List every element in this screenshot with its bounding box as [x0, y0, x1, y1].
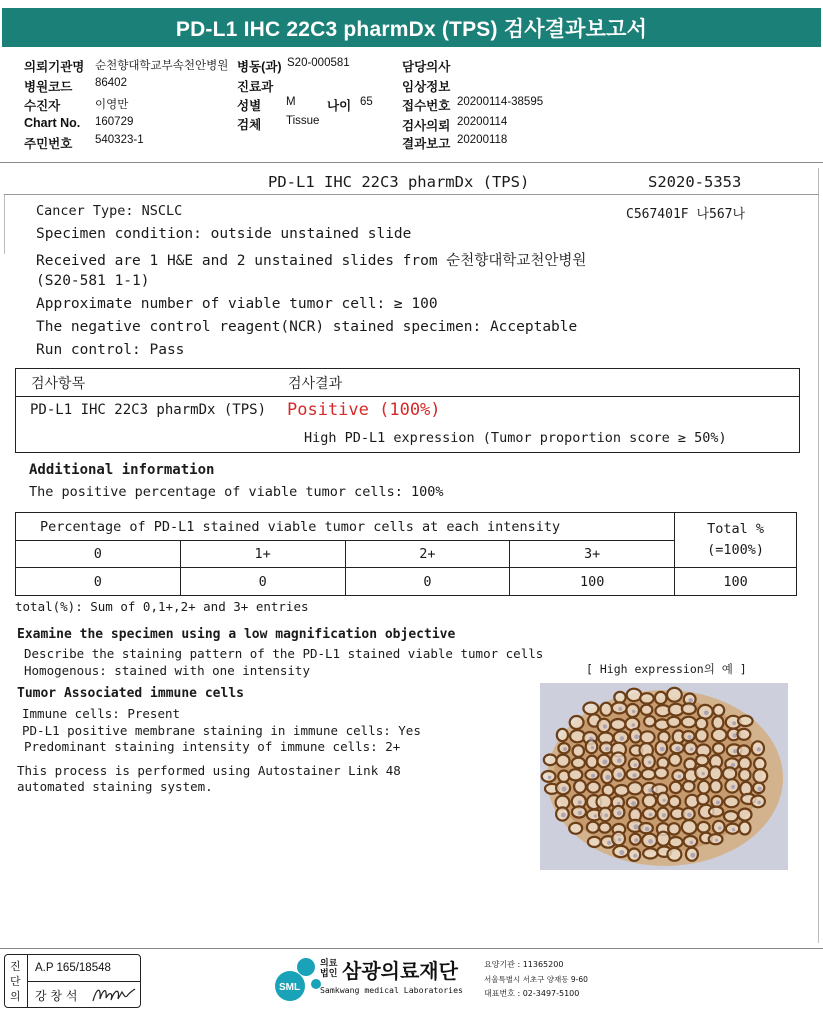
cell-nucleus: [634, 734, 639, 739]
header-divider: [0, 162, 823, 163]
patient-value: 이영만: [95, 99, 129, 111]
cell-nucleus: [617, 802, 620, 805]
org-address: 서울특별시 서초구 양재동 9-60: [484, 975, 588, 984]
viable-tumor-count: Approximate number of viable tumor cell: ≥ 100: [36, 296, 438, 312]
stained-cell: [599, 823, 611, 833]
org-prefix: [320, 959, 340, 979]
footer-divider: [0, 948, 823, 949]
report-date-label: 결과보고: [402, 137, 451, 151]
accession-value: 20200114-38595: [457, 96, 544, 108]
stained-cell: [713, 705, 724, 716]
slide-reference: (S20-581 1-1): [36, 273, 150, 289]
intensity-value-0: 0: [16, 568, 181, 596]
total-header: [675, 513, 797, 568]
cell-nucleus: [607, 841, 611, 845]
cell-nucleus: [716, 801, 720, 805]
hospital-code-value: 86402: [95, 77, 127, 89]
total-header-line1: Total %: [707, 521, 764, 538]
cell-nucleus: [604, 814, 608, 818]
cell-nucleus: [731, 785, 735, 789]
ap-number: A.P 165/18548: [35, 962, 111, 974]
stained-cell: [737, 729, 750, 740]
cell-nucleus: [619, 850, 624, 855]
cell-nucleus: [591, 774, 595, 778]
cell-nucleus: [617, 773, 622, 778]
signature-icon: [91, 983, 137, 1005]
cell-nucleus: [757, 747, 761, 751]
dept-value: S20-000581: [287, 57, 350, 69]
cell-nucleus: [688, 698, 693, 703]
dept2-label: 진료과: [237, 80, 274, 94]
stained-cell: [683, 781, 695, 792]
stained-cell: [614, 692, 625, 703]
stained-cell: [640, 693, 654, 703]
run-control: Run control: Pass: [36, 342, 185, 358]
stained-cell: [697, 794, 708, 805]
received-slides: Received are 1 H&E and 2 unstained slides from 순천향대학교천안병원: [36, 253, 587, 269]
table-footnote: total(%): Sum of 0,1+,2+ and 3+ entries: [15, 599, 309, 614]
cell-nucleus: [602, 760, 607, 765]
chart-value: 160729: [95, 116, 134, 128]
cell-nucleus: [660, 747, 665, 752]
org-prefix-2: 법인: [320, 969, 338, 979]
cell-nucleus: [757, 801, 761, 805]
cell-nucleus: [687, 735, 691, 739]
cell-nucleus: [618, 838, 621, 841]
stained-cell: [709, 807, 723, 817]
micrograph-illustration: [540, 683, 788, 870]
cell-nucleus: [591, 746, 594, 749]
stained-cell: [668, 823, 680, 834]
request-label: 검사의뢰: [402, 119, 451, 133]
stained-cell: [698, 781, 709, 794]
pathologist-stamp: [4, 954, 141, 1008]
cell-nucleus: [732, 721, 736, 725]
cell-nucleus: [645, 827, 650, 832]
stained-cell: [713, 743, 724, 754]
cell-nucleus: [620, 736, 624, 740]
intensity-value-1plus: 0: [180, 568, 345, 596]
stained-cell: [696, 755, 708, 765]
intensity-table: [15, 512, 797, 596]
cell-nucleus: [631, 801, 636, 806]
intensity-label-1plus: 1+: [180, 541, 345, 568]
stained-cell: [669, 796, 680, 807]
stained-cell: [724, 796, 738, 807]
image-caption: [ High expression의 예 ]: [586, 662, 747, 676]
stained-cell: [667, 848, 681, 861]
registration-number: 요양기관 : 11365200: [484, 960, 564, 969]
stained-cell: [655, 692, 667, 704]
stained-cell: [667, 717, 680, 727]
stained-cell: [739, 757, 751, 769]
cell-nucleus: [663, 799, 666, 802]
total-header-line2: (=100%): [707, 542, 764, 558]
cell-nucleus: [648, 788, 652, 792]
stained-cell: [724, 811, 738, 821]
stained-cell: [587, 822, 599, 833]
cell-nucleus: [578, 811, 582, 815]
cell-nucleus: [648, 839, 653, 844]
stained-cell: [696, 729, 708, 742]
intensity-total: 100: [675, 568, 797, 596]
cell-nucleus: [662, 813, 666, 817]
cell-nucleus: [605, 747, 609, 751]
cell-nucleus: [732, 828, 735, 831]
cell-nucleus: [594, 814, 597, 817]
immune-line-3: Predominant staining intensity of immune cells: 2+: [24, 739, 401, 754]
cell-nucleus: [690, 841, 694, 845]
stained-cell: [738, 716, 753, 726]
institution-label: 의뢰기관명: [24, 60, 85, 74]
test-name-heading: PD-L1 IHC 22C3 pharmDx (TPS): [268, 173, 530, 191]
test-result-value: Positive (100%): [287, 400, 441, 420]
test-item-header: 검사항목: [31, 376, 86, 392]
stained-cell: [670, 782, 682, 793]
clinical-label: 임상정보: [402, 80, 451, 94]
stained-cell: [738, 809, 751, 821]
sex-label: 성별: [237, 99, 262, 113]
org-phone: 대표번호 : 02-3497-5100: [484, 989, 580, 998]
stained-cell: [669, 837, 683, 847]
stained-cell: [643, 795, 656, 808]
org-english: Samkwang medical Laboratories: [320, 985, 463, 995]
positive-percentage: The positive percentage of viable tumor cells: 100%: [29, 484, 444, 500]
stained-cell: [686, 795, 699, 808]
cell-nucleus: [733, 749, 737, 753]
cell-nucleus: [633, 854, 637, 858]
expression-level: High PD-L1 expression (Tumor proportion score ≥ 50%): [304, 430, 727, 446]
cell-nucleus: [606, 775, 611, 780]
dept-label: 병동(과): [237, 60, 282, 74]
report-number: S2020-5353: [648, 173, 742, 191]
cell-nucleus: [562, 786, 567, 791]
test-result-header: 검사결과: [288, 376, 343, 392]
cell-nucleus: [618, 707, 622, 711]
immune-line-1: Immune cells: Present: [22, 706, 181, 721]
result-box: [15, 368, 800, 453]
stained-cell: [569, 823, 582, 834]
sml-logo-icon: [270, 956, 322, 1002]
immune-line-2: PD-L1 positive membrane staining in immune cells: Yes: [22, 723, 421, 738]
cell-nucleus: [733, 733, 737, 737]
staining-example-image: [540, 683, 788, 870]
examine-line-2: Homogenous: stained with one intensity: [24, 663, 310, 678]
examine-title: Examine the specimen using a low magnification objective: [17, 627, 456, 642]
age-label: 나이: [327, 99, 352, 113]
cancer-type: Cancer Type: NSCLC: [36, 203, 183, 219]
stained-cell: [642, 769, 656, 779]
cell-nucleus: [687, 813, 692, 818]
stained-cell: [696, 718, 707, 730]
cell-nucleus: [690, 853, 695, 858]
test-item-name: PD-L1 IHC 22C3 pharmDx (TPS): [30, 402, 267, 418]
stained-cell: [710, 780, 721, 792]
accession-label: 접수번호: [402, 99, 451, 113]
cell-nucleus: [617, 758, 622, 763]
stained-cell: [586, 756, 597, 768]
report-title: PD-L1 IHC 22C3 pharmDx (TPS) 검사결과보고서: [2, 8, 821, 47]
age-value: 65: [360, 96, 373, 108]
stained-cell: [712, 729, 727, 741]
stained-cell: [641, 705, 652, 715]
cell-nucleus: [678, 775, 682, 779]
cell-nucleus: [704, 711, 709, 716]
stained-cell: [657, 832, 670, 846]
frame-left: [4, 194, 5, 254]
stained-cell: [574, 780, 586, 793]
frame-right: [818, 168, 819, 943]
cell-nucleus: [648, 761, 651, 764]
process-line-2: automated staining system.: [17, 779, 213, 794]
stained-cell: [655, 768, 668, 779]
cell-nucleus: [702, 772, 705, 775]
org-prefix-1: 의료: [320, 959, 338, 969]
cell-nucleus: [632, 710, 635, 713]
stained-cell: [569, 769, 583, 780]
stained-cell: [739, 822, 750, 835]
stained-cell: [682, 717, 696, 728]
stained-cell: [739, 769, 750, 781]
stained-cell: [669, 754, 681, 766]
cell-nucleus: [632, 773, 636, 777]
process-line-1: This process is performed using Autostainer Link 48: [17, 763, 401, 778]
stained-cell: [738, 745, 750, 756]
stained-cell: [600, 703, 612, 716]
specimen-label: 검체: [237, 118, 262, 132]
stained-cell: [588, 837, 601, 847]
logo-text: SML: [279, 982, 301, 993]
cell-nucleus: [617, 811, 622, 816]
intensity-label-0: 0: [16, 541, 181, 568]
cell-nucleus: [589, 737, 594, 742]
result-box-divider: [16, 396, 799, 397]
patient-label: 수진자: [24, 99, 61, 113]
stained-cell: [710, 766, 722, 780]
stained-cell: [572, 758, 585, 768]
stained-cell: [754, 758, 765, 770]
cell-nucleus: [718, 826, 721, 829]
stained-cell: [615, 785, 629, 796]
stamp-label: 진단의: [10, 960, 21, 1003]
sex-value: M: [286, 96, 296, 108]
stained-cell: [557, 755, 570, 767]
stained-cell: [573, 745, 584, 757]
stained-cell: [712, 716, 723, 729]
stained-cell: [643, 848, 657, 858]
specimen-value: Tissue: [286, 115, 320, 127]
stained-cell: [587, 782, 600, 793]
hospital-code-label: 병원코드: [24, 80, 73, 94]
cell-nucleus: [675, 746, 680, 751]
specimen-condition: Specimen condition: outside unstained slide: [36, 226, 412, 242]
stained-cell: [557, 729, 568, 741]
id-label: 주민번호: [24, 137, 73, 151]
cell-nucleus: [563, 747, 567, 751]
cell-nucleus: [603, 724, 607, 728]
pathologist-name: 강 창 석: [35, 989, 78, 1003]
stained-cell: [644, 716, 655, 726]
cell-nucleus: [634, 838, 638, 842]
cell-nucleus: [649, 813, 653, 817]
cell-nucleus: [578, 800, 582, 804]
stamp-horizontal-divider: [27, 981, 141, 982]
cell-nucleus: [634, 824, 639, 829]
slide-code: C567401F 나567나: [626, 207, 746, 222]
report-date-value: 20200118: [457, 134, 508, 146]
intensity-table-header: Percentage of PD-L1 stained viable tumor cells at each intensity: [16, 513, 675, 541]
stained-cell: [583, 703, 598, 715]
intensity-label-2plus: 2+: [345, 541, 510, 568]
org-name: 삼광의료재단: [342, 959, 458, 983]
stained-cell: [597, 795, 612, 809]
stained-cell: [611, 719, 626, 730]
id-value: 540323-1: [95, 134, 144, 146]
report-top-line: [4, 194, 819, 195]
additional-info-title: Additional information: [29, 462, 215, 478]
request-value: 20200114: [457, 116, 508, 128]
cell-nucleus: [690, 748, 693, 751]
stained-cell: [723, 767, 736, 779]
stained-cell: [628, 782, 642, 794]
ncr-status: The negative control reagent(NCR) stained specimen: Acceptable: [36, 319, 578, 335]
cell-nucleus: [731, 763, 735, 767]
cell-nucleus: [548, 776, 551, 779]
stained-cell: [682, 820, 697, 834]
chart-label: Chart No.: [24, 116, 81, 130]
cell-nucleus: [632, 723, 636, 727]
doctor-label: 담당의사: [402, 60, 451, 74]
stained-cell: [682, 703, 696, 714]
intensity-value-3plus: 100: [510, 568, 675, 596]
examine-line-1: Describe the staining pattern of the PD-L1 stained viable tumor cells: [24, 646, 544, 661]
cell-nucleus: [634, 763, 637, 766]
intensity-label-3plus: 3+: [510, 541, 675, 568]
stained-cell: [640, 731, 654, 743]
cell-nucleus: [715, 839, 718, 842]
intensity-value-2plus: 0: [345, 568, 510, 596]
stained-cell: [698, 822, 710, 833]
tumor-immune-title: Tumor Associated immune cells: [17, 686, 244, 701]
cell-nucleus: [757, 787, 762, 792]
institution-value: 순천향대학교부속천안병원: [95, 60, 229, 72]
stained-cell: [753, 769, 767, 783]
stained-cell: [667, 688, 682, 702]
stained-cell: [544, 755, 557, 766]
cell-nucleus: [561, 813, 566, 818]
stained-cell: [570, 716, 584, 729]
